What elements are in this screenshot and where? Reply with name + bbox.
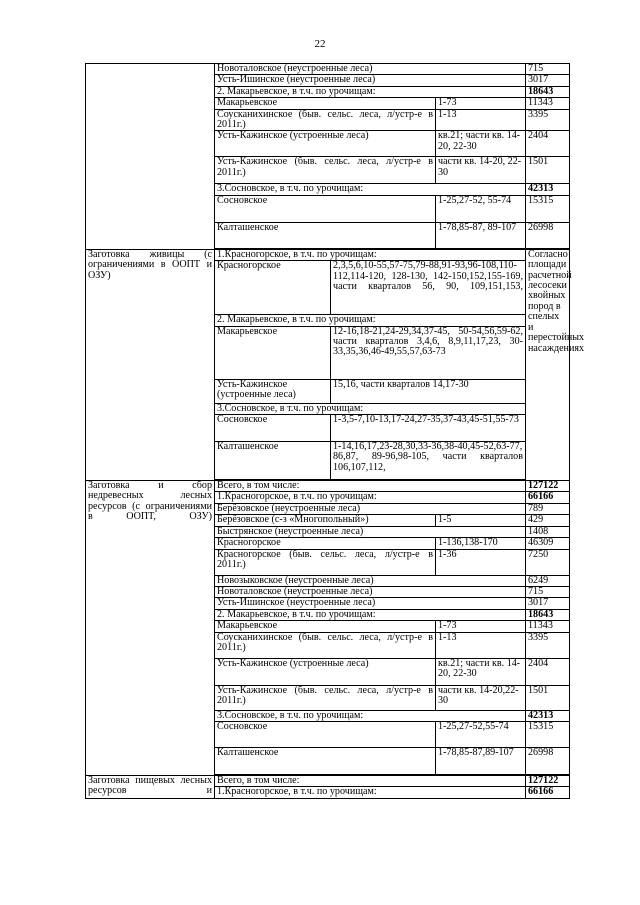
forestry-heading: 2. Макарьевское, в т.ч. по урочищам: [215, 609, 526, 620]
quarters: части кв. 14-20, 22-30 [436, 157, 526, 184]
quarters: кв.21; части кв. 14-20, 22-30 [436, 658, 526, 685]
quarters: кв.21; части кв. 14-20, 22-30 [436, 131, 526, 157]
area-value: 26998 [526, 222, 570, 248]
tract-name: Быстрянское (неустроенные леса) [215, 526, 526, 537]
tract-name: Усть-Кажинское (устроенные леса) [215, 131, 436, 157]
tract-name: Усть-Кажинское (устроенные леса) [215, 658, 436, 685]
tract-name: Усть-Ишинское (неустроенные леса) [215, 598, 526, 609]
area-value: 1408 [526, 526, 570, 537]
area-value: 2404 [526, 658, 570, 685]
quarters: 1-25,27-52, 55-74 [436, 195, 526, 222]
tract-name: Макарьевское [215, 326, 331, 379]
area-value: 18643 [526, 86, 570, 97]
table-row [86, 64, 570, 75]
quarters: 15,16, части кварталов 14,17-30 [331, 379, 526, 403]
area-value: 3017 [526, 75, 570, 86]
quarters: 1-13 [436, 632, 526, 658]
tract-name: Берёзовское (с-з «Многопольный») [215, 515, 436, 526]
tract-name: Макарьевское [215, 98, 436, 109]
tract-name: Калташенское [215, 747, 436, 774]
forest-resources-table [85, 63, 585, 799]
tract-name: Новоталовское (неустроенные леса) [215, 586, 526, 597]
page-number: 22 [314, 38, 326, 50]
quarters: 12-16,18-21,24-29,34,37-45, 50-54,56,59-62, части кварталов 3,4,6, 8,9,11,17,23, 30-33,35,36,46-49,55,57,63-73 [331, 326, 526, 379]
tract-name: Новозыковское (неустроенные леса) [215, 575, 526, 586]
tract-name: Калташенское [215, 222, 436, 248]
forestry-heading: 3.Сосновское, в т.ч. по урочищам: [215, 403, 526, 414]
forestry-heading: 2. Макарьевское, в т.ч. по урочищам: [215, 315, 526, 326]
table-row [86, 481, 570, 492]
table-row [86, 775, 570, 786]
quarters: 1-3,5-7,10-13,17-24,27-35,37-43,45-51,55-73 [331, 415, 526, 442]
area-value: 3395 [526, 632, 570, 658]
area-value: 715 [526, 64, 570, 75]
tract-name: Берёзовское (неустроенные леса) [215, 503, 526, 514]
table-row [86, 249, 570, 260]
forestry-heading: 2. Макарьевское, в т.ч. по урочищам: [215, 86, 526, 97]
quarters: 1-36 [436, 549, 526, 575]
tract-name: Усть-Кажинское (быв. сельс. леса, л/устр-е в 2011г.) [215, 685, 436, 710]
tract-name: Соусканихинское (быв. сельс. леса, л/устр-е в 2011г.) [215, 632, 436, 658]
forestry-heading: 1.Красногорское, в т.ч. по урочищам: [215, 249, 526, 260]
quarters: 1-136,138-170 [436, 538, 526, 549]
quarters: 1-78,85-87,89-107 [436, 747, 526, 774]
area-value: 15315 [526, 195, 570, 222]
area-value: 66166 [526, 787, 570, 798]
area-value: 26998 [526, 747, 570, 774]
quarters: 2,3,5,6,10-55,57-75,79-88,91-93,96-108,110-112,114-120, 128-130, 142-150,152,155-169, части кварталов 56, 90, 109,151,153, [331, 261, 526, 315]
area-value: 3395 [526, 109, 570, 131]
total-label: Всего, в том числе: [215, 481, 526, 492]
area-value: 127122 [526, 481, 570, 492]
forestry-heading: 3.Сосновское, в т.ч. по урочищам: [215, 710, 526, 721]
area-value: 46309 [526, 538, 570, 549]
area-value: 2404 [526, 131, 570, 157]
area-value: 42313 [526, 710, 570, 721]
area-value: 127122 [526, 775, 570, 786]
area-value: 15315 [526, 721, 570, 747]
area-value: 429 [526, 515, 570, 526]
tract-name: Красногорское (быв. сельс. леса, л/устр-е в 2011г.) [215, 549, 436, 575]
tract-name: Соусканихинское (быв. сельс. леса, л/устр-е в 2011г.) [215, 109, 436, 131]
area-value: 11343 [526, 621, 570, 632]
section-note: Согласно площади расчетной лесосеки хвойных пород в спелых и перестойных насаждениях [526, 249, 570, 480]
forestry-heading: 3.Сосновское, в т.ч. по урочищам: [215, 184, 526, 195]
forestry-heading: 1.Красногорское, в т.ч. по урочищам: [215, 787, 526, 798]
tract-name: Макарьевское [215, 621, 436, 632]
area-value: 66166 [526, 492, 570, 503]
section-label: Заготовка и сбор недревесных лесных ресурсов (с ограничениями в ООПТ, ОЗУ) [86, 481, 215, 776]
area-value: 3017 [526, 598, 570, 609]
quarters: 1-13 [436, 109, 526, 131]
tract-name: Новоталовское (неустроенные леса) [215, 64, 526, 75]
quarters: 1-25,27-52,55-74 [436, 721, 526, 747]
tract-name: Усть-Кажинское (устроенные леса) [215, 379, 331, 403]
area-value: 1501 [526, 157, 570, 184]
area-value: 11343 [526, 98, 570, 109]
quarters: части кв. 14-20,22-30 [436, 685, 526, 710]
section-label-cell [86, 64, 215, 250]
quarters: 1-73 [436, 98, 526, 109]
tract-name: Красногорское [215, 261, 331, 315]
tract-name: Сосновское [215, 415, 331, 442]
area-value: 6249 [526, 575, 570, 586]
tract-name: Сосновское [215, 195, 436, 222]
area-value: 715 [526, 586, 570, 597]
quarters: 1-14,16,17,23-28,30,33-36,38-40,45-52,63-77, 86,87, 89-96,98-105, части кварталов 106,107,112, [331, 442, 526, 480]
tract-name: Усть-Ишинское (неустроенные леса) [215, 75, 526, 86]
area-value: 42313 [526, 184, 570, 195]
total-label: Всего, в том числе: [215, 775, 526, 786]
section-label: Заготовка живицы (с ограничениями в ООПТ и ОЗУ) [86, 249, 215, 480]
area-value: 18643 [526, 609, 570, 620]
tract-name: Калташенское [215, 442, 331, 480]
quarters: 1-73 [436, 621, 526, 632]
quarters: 1-78,85-87, 89-107 [436, 222, 526, 248]
quarters: 1-5 [436, 515, 526, 526]
tract-name: Сосновское [215, 721, 436, 747]
forestry-heading: 1.Красногорское, в т.ч. по урочищам: [215, 492, 526, 503]
area-value: 1501 [526, 685, 570, 710]
section-label: Заготовка пищевых лесных ресурсов и [86, 775, 215, 798]
area-value: 7250 [526, 549, 570, 575]
area-value: 789 [526, 503, 570, 514]
tract-name: Усть-Кажинское (быв. сельс. леса, л/устр-е в 2011г.) [215, 157, 436, 184]
tract-name: Красногорское [215, 538, 436, 549]
